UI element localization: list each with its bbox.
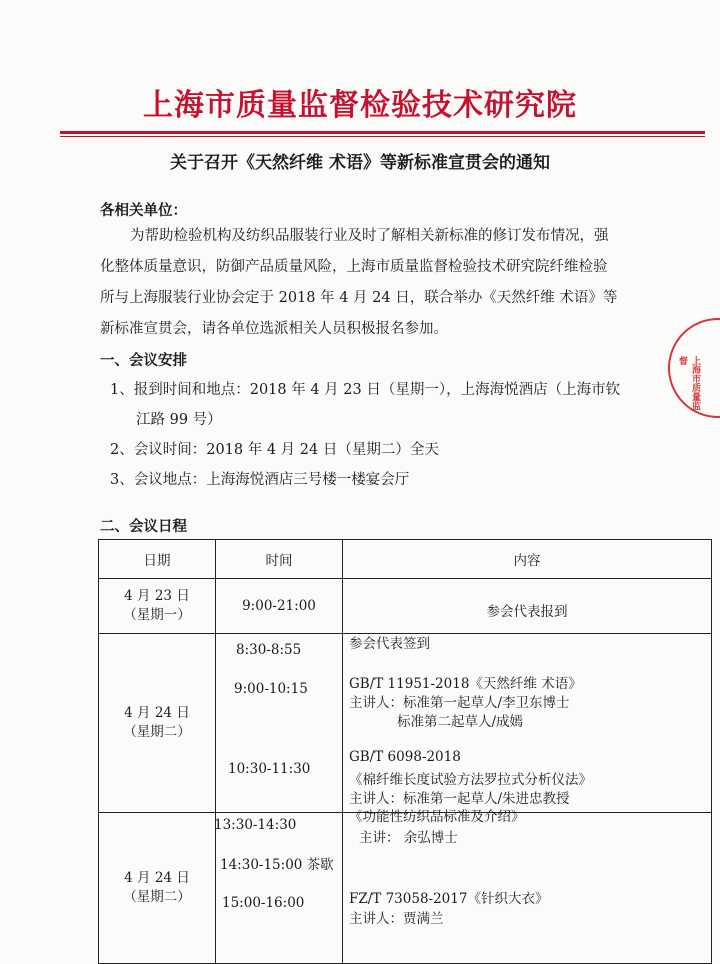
table-row xyxy=(99,813,712,964)
intro-line-3: 所与上海服装行业协会定于 2018 年 4 月 24 日，联合举办《天然纤维 术语》等 xyxy=(100,290,618,306)
row2-time-3: 10:30-11:30 xyxy=(228,761,311,777)
schedule-table xyxy=(98,539,712,964)
row2-time-1: 8:30-8:55 xyxy=(236,642,302,658)
row3-date-cell xyxy=(99,813,216,964)
row2-content-3: 主讲人：标准第一起草人/李卫东博士 xyxy=(349,695,570,711)
header-date: 日期 xyxy=(99,540,216,579)
section-1-heading: 一、会议安排 xyxy=(100,352,187,369)
table-header-row xyxy=(99,540,712,579)
row3-time-2: 14:30-15:00 茶歇 xyxy=(220,857,334,873)
arrangement-item-2: 2、会议时间：2018 年 4 月 24 日（星期二）全天 xyxy=(110,442,439,458)
row2-content-2: GB/T 11951-2018《天然纤维 术语》 xyxy=(349,676,582,692)
row1-date-cell xyxy=(99,579,216,634)
row3-content-cell xyxy=(343,809,712,964)
org-title: 上海市质量监督检验技术研究院 xyxy=(143,88,577,123)
intro-line-2: 化整体质量意识，防御产品质量风险，上海市质量监督检验技术研究院纤维检验 xyxy=(100,259,608,275)
row2-content-1: 参会代表签到 xyxy=(349,636,430,652)
row2-content-cell xyxy=(343,634,712,813)
arrangement-item-1-line-2: 江路 99 号） xyxy=(136,412,222,428)
table-row xyxy=(99,634,712,813)
section-2-heading: 二、会议日程 xyxy=(100,518,187,535)
salutation: 各相关单位： xyxy=(100,202,187,219)
arrangement-item-3: 3、会议地点：上海海悦酒店三号楼一楼宴会厅 xyxy=(110,472,410,488)
row3-date: 4 月 24 日 xyxy=(124,870,190,886)
row3-time-3: 15:00-16:00 xyxy=(222,895,305,911)
row1-time: 9:00-21:00 xyxy=(216,579,343,634)
row3-time-1: 13:30-14:30 xyxy=(214,817,297,833)
row2-time-2: 9:00-10:15 xyxy=(234,681,308,697)
notice-subject: 关于召开《天然纤维 术语》等新标准宣贯会的通知 xyxy=(170,153,550,173)
row2-content-7: 主讲人：标准第一起草人/朱进忠教授 xyxy=(349,791,570,807)
row2-content-5: GB/T 6098-2018 xyxy=(349,749,461,765)
row3-content-2: 主讲： 余弘博士 xyxy=(359,830,458,846)
intro-line-4: 新标准宣贯会，请各单位选派相关人员积极报名参加。 xyxy=(100,321,448,337)
row2-date-cell xyxy=(99,634,216,813)
row2-content-6: 《棉纤维长度试验方法罗拉式分析仪法》 xyxy=(349,772,592,788)
intro-line-1: 为帮助检验机构及纺织品服装行业及时了解相关新标准的修订发布情况，强 xyxy=(130,228,609,244)
row2-time-cell xyxy=(216,634,343,813)
row3-content-1: 《功能性纺织品标准及介绍》 xyxy=(349,809,525,825)
header-time: 时间 xyxy=(216,540,343,579)
row1-content: 参会代表报到 xyxy=(343,579,712,634)
header-divider-thick xyxy=(60,131,705,134)
seal-text: 上海市质量监督 xyxy=(677,356,700,410)
header-divider-thin xyxy=(60,136,705,137)
official-seal xyxy=(668,318,720,418)
header-content: 内容 xyxy=(343,540,712,579)
row3-content-4: 主讲人：贾满兰 xyxy=(349,911,444,927)
row3-content-3: FZ/T 73058-2017《针织大衣》 xyxy=(349,891,549,907)
row2-content-4: 标准第二起草人/成嫣 xyxy=(397,714,524,730)
table-row xyxy=(99,579,712,634)
row1-date: 4 月 23 日 xyxy=(124,588,190,604)
row3-weekday: （星期二） xyxy=(123,889,191,905)
row1-weekday: （星期一） xyxy=(123,607,191,623)
row3-time-cell xyxy=(216,813,343,964)
row2-date: 4 月 24 日 xyxy=(124,705,190,721)
arrangement-item-1-line-1: 1、报到时间和地点：2018 年 4 月 23 日（星期一），上海海悦酒店（上海市钦 xyxy=(110,382,621,398)
row2-weekday: （星期二） xyxy=(123,724,191,740)
